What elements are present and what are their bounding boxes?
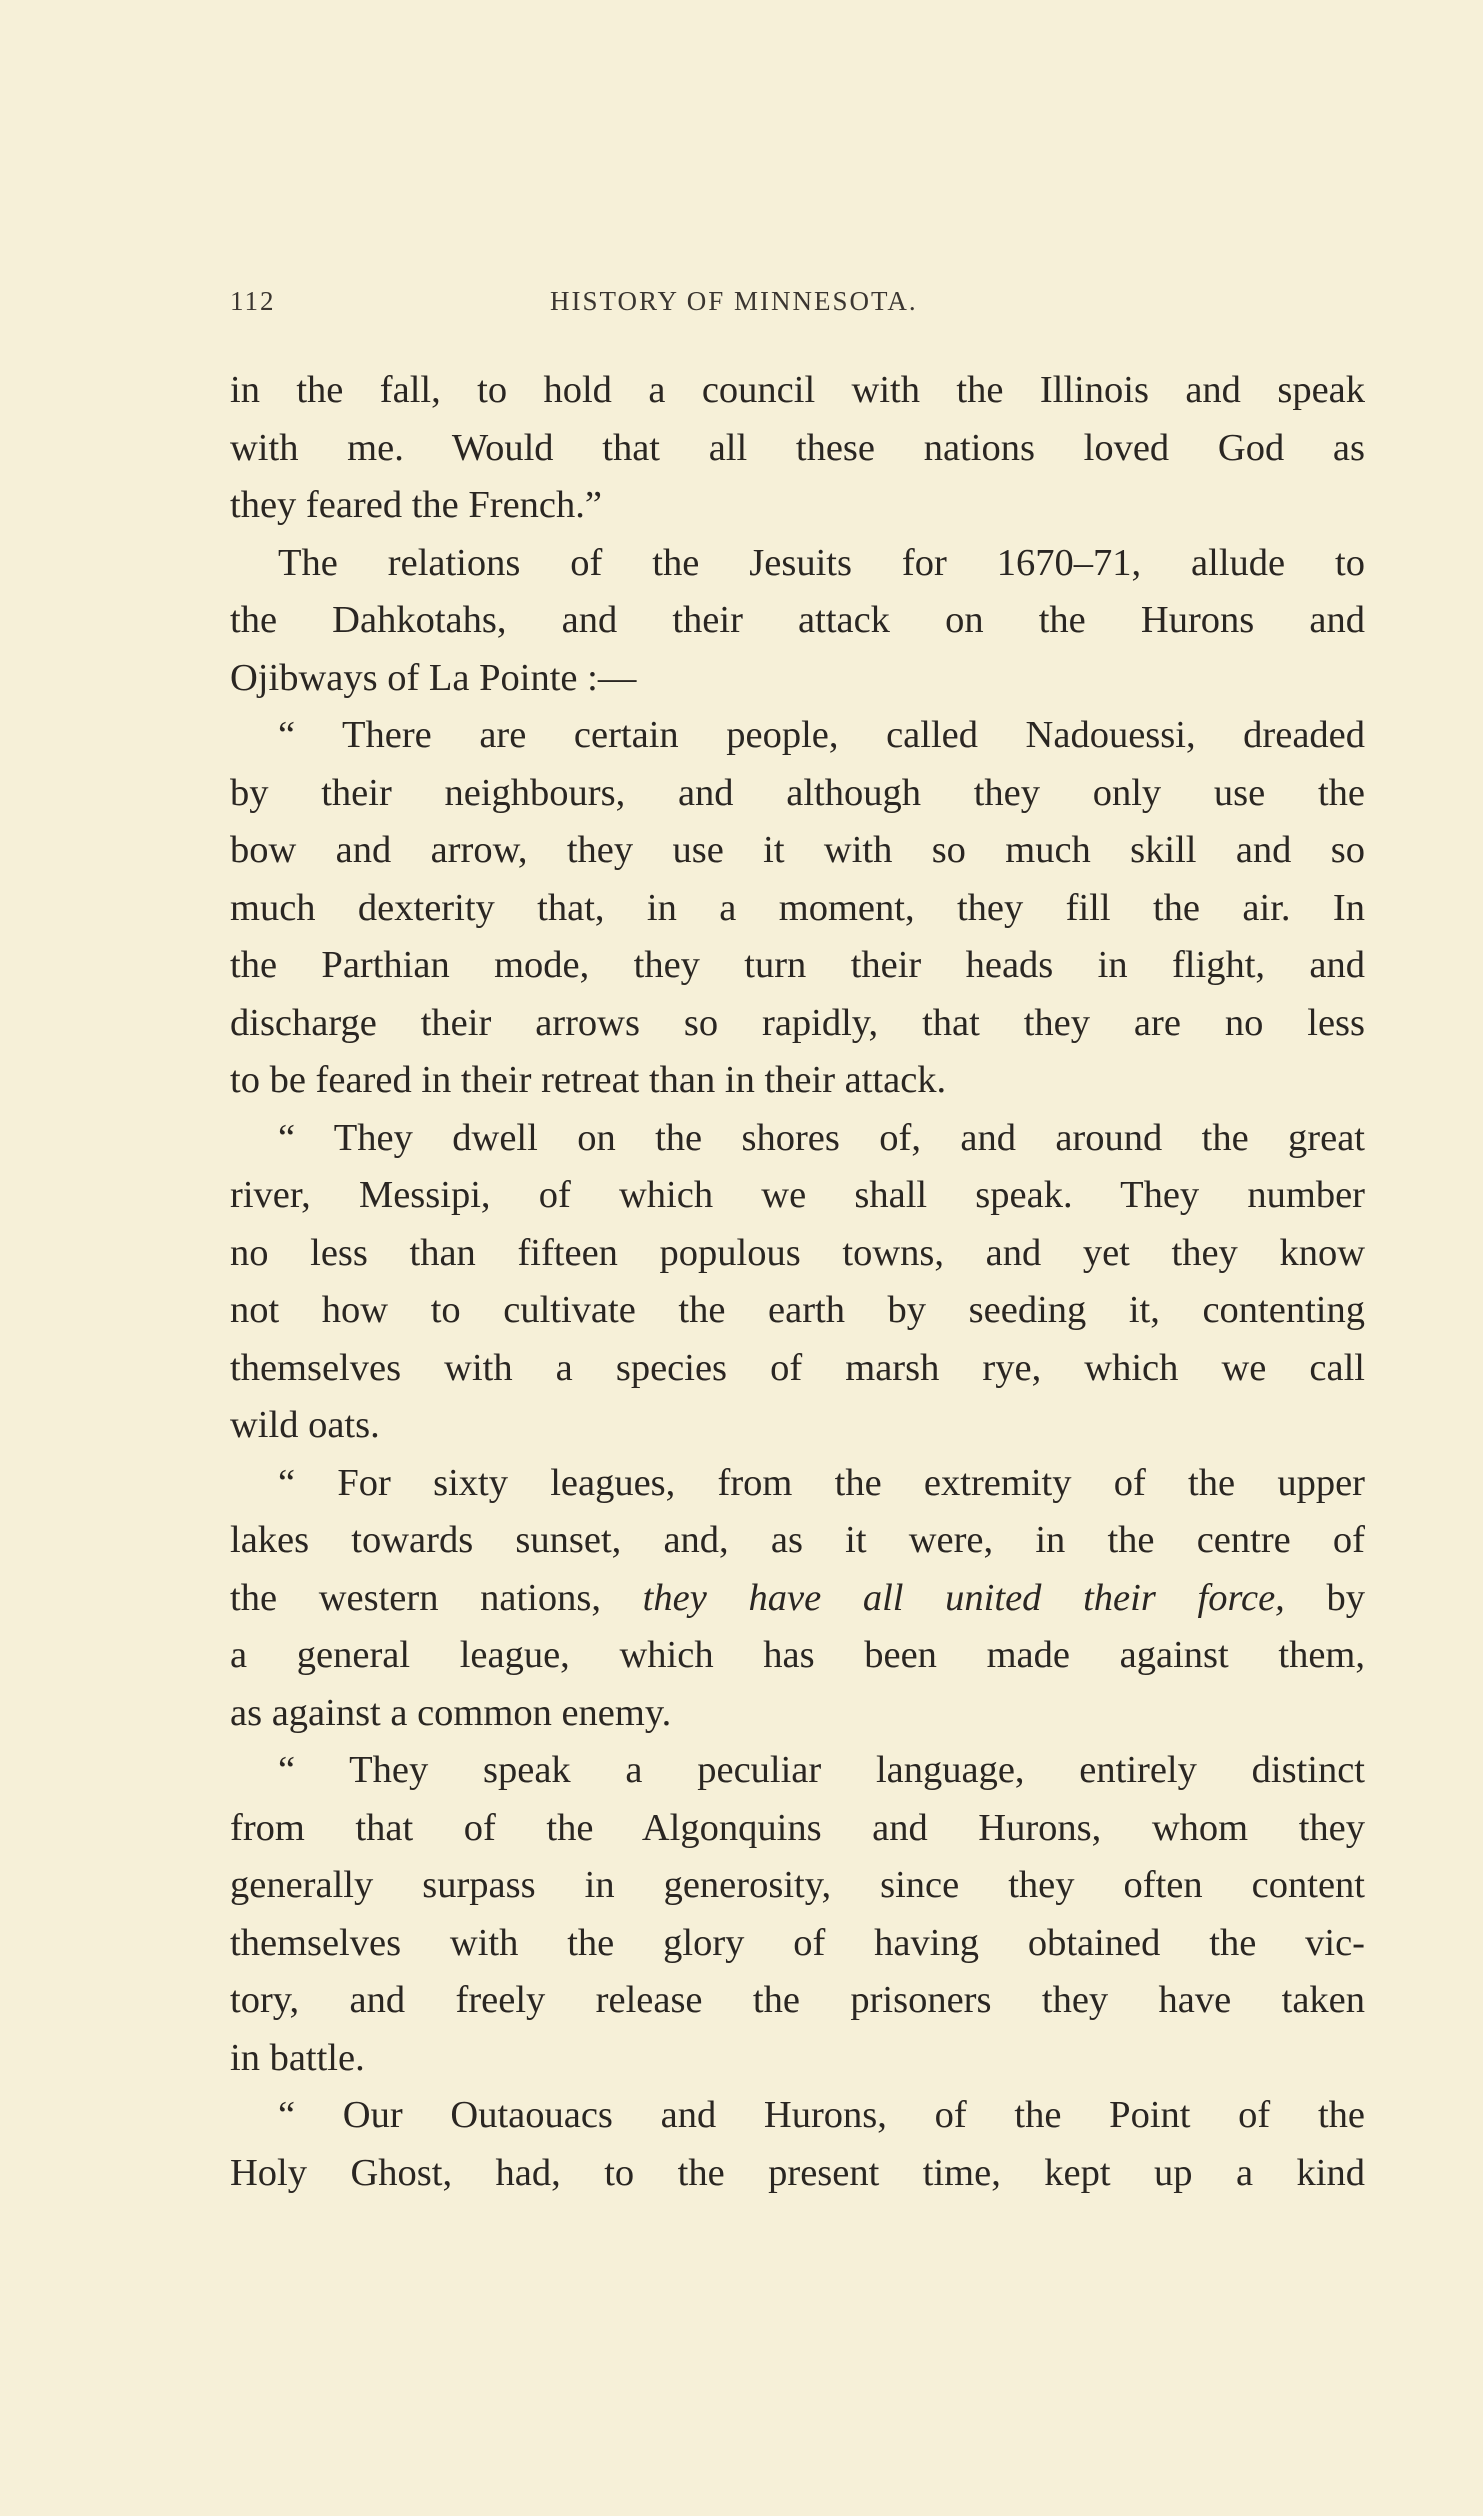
text-line: from that of the Algonquins and Hurons, whom they: [230, 1806, 1365, 1849]
text-line: they feared the French.”: [230, 484, 602, 526]
text-line: “ They speak a peculiar language, entirely distinct: [278, 1749, 1365, 1791]
text-line: in the fall, to hold a council with the Illinois and speak: [230, 369, 1365, 411]
text-line: in battle.: [230, 2036, 365, 2079]
text-line: Ojibways of La Pointe :—: [230, 656, 637, 699]
text-line: with me. Would that all these nations loved God as: [230, 426, 1365, 469]
text-segment: the western nations,: [230, 1576, 643, 1619]
text-line: themselves with the glory of having obtained the vic-: [230, 1921, 1365, 1964]
text-segment: by: [1284, 1576, 1365, 1619]
italic-phrase: they have all united their force,: [642, 1576, 1285, 1619]
text-line: “ They dwell on the shores of, and around the great: [278, 1116, 1365, 1159]
page-number: 112: [230, 286, 276, 316]
text-line: the Dahkotahs, and their attack on the Hurons and: [230, 599, 1365, 641]
text-line: themselves with a species of marsh rye, which we call: [230, 1346, 1365, 1389]
running-head: [230, 286, 1030, 326]
text-line: a general league, which has been made against them,: [230, 1634, 1365, 1676]
text-line: generally surpass in generosity, since they often content: [230, 1864, 1365, 1906]
text-line: not how to cultivate the earth by seeding it, contenting: [230, 1289, 1365, 1331]
text-line: “ For sixty leagues, from the extremity of the upper: [278, 1461, 1365, 1504]
text-line: much dexterity that, in a moment, they fill the air. In: [230, 886, 1365, 929]
text-line: the Parthian mode, they turn their heads in flight, and: [230, 944, 1365, 986]
text-line: river, Messipi, of which we shall speak. They number: [230, 1174, 1365, 1216]
text-line: as against a common enemy.: [230, 1691, 672, 1734]
text-line: lakes towards sunset, and, as it were, in the centre of: [230, 1519, 1365, 1561]
text-line: bow and arrow, they use it with so much skill and so: [230, 829, 1365, 871]
text-line: “ There are certain people, called Nadouessi, dreaded: [278, 714, 1365, 756]
text-line: The relations of the Jesuits for 1670–71, allude to: [278, 541, 1365, 584]
text-line: discharge their arrows so rapidly, that they are no less: [230, 1001, 1365, 1044]
text-line: Holy Ghost, had, to the present time, kept up a kind: [230, 2151, 1365, 2194]
text-line: to be feared in their retreat than in their attack.: [230, 1059, 947, 1101]
text-line: by their neighbours, and although they only use the: [230, 771, 1365, 814]
text-line: no less than fifteen populous towns, and yet they know: [230, 1231, 1365, 1274]
text-line: tory, and freely release the prisoners they have taken: [230, 1979, 1365, 2021]
text-line: wild oats.: [230, 1404, 380, 1446]
body-text: [230, 362, 1365, 2202]
text-line: [230, 1570, 1365, 1628]
running-title: HISTORY OF MINNESOTA.: [550, 286, 918, 316]
text-line: “ Our Outaouacs and Hurons, of the Point of the: [278, 2094, 1365, 2136]
